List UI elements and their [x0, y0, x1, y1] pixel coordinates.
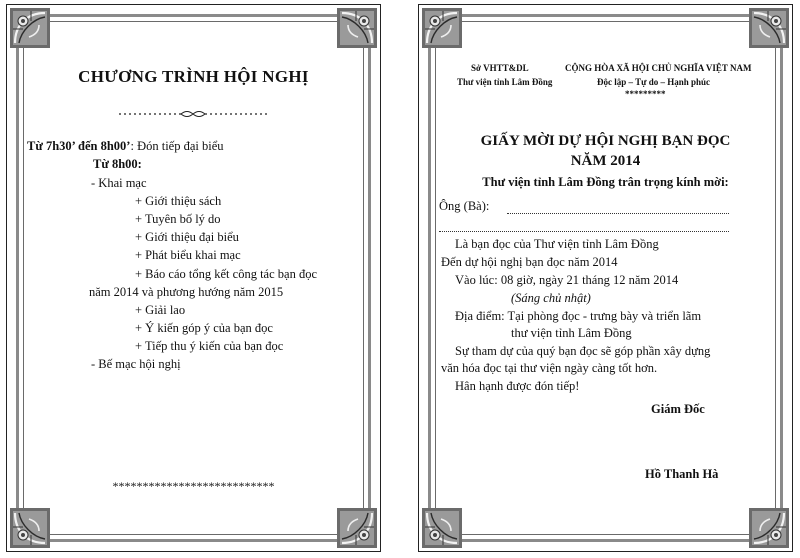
agency-line-1: Sở VHTT&DL — [471, 63, 529, 73]
addressee-line — [439, 231, 729, 232]
agenda-item: + Tuyên bố lý do — [135, 212, 221, 226]
signer-title: Giám Đốc — [651, 402, 705, 416]
agenda-item: - Bế mạc hội nghị — [91, 357, 181, 371]
agenda-item: - Khai mạc — [91, 176, 147, 190]
agenda-item: năm 2014 và phương hướng năm 2015 — [89, 285, 284, 299]
invitation-year: NĂM 2014 — [570, 153, 641, 169]
body-line: Đến dự hội nghị bạn đọc năm 2014 — [441, 255, 618, 269]
addressee-line — [507, 213, 729, 214]
corner-ornament-icon — [336, 7, 378, 49]
signer-name: Hồ Thanh Hà — [645, 467, 719, 481]
decorative-divider-icon — [119, 109, 267, 119]
body-line: Là bạn đọc của Thư viện tỉnh Lâm Đồng — [455, 237, 659, 251]
welcome-text: : Đón tiếp đại biểu — [130, 139, 224, 153]
corner-ornament-icon — [9, 7, 51, 49]
corner-ornament-icon — [9, 507, 51, 549]
program-footer-stars: *************************** — [112, 479, 275, 493]
from-time: Từ 8h00: — [93, 157, 142, 171]
agency-line-2: Thư viện tỉnh Lâm Đồng — [457, 77, 553, 87]
invitation-page — [418, 4, 793, 552]
nation-stars: ********* — [625, 89, 666, 99]
body-line: Hân hạnh được đón tiếp! — [455, 379, 580, 393]
body-line: thư viện tỉnh Lâm Đồng — [511, 326, 632, 340]
program-page — [6, 4, 381, 552]
body-line: (Sáng chủ nhật) — [511, 291, 591, 305]
body-line: văn hóa đọc tại thư viện ngày càng tốt hơn. — [441, 361, 658, 375]
program-title: CHƯƠNG TRÌNH HỘI NGHỊ — [78, 67, 309, 86]
corner-ornament-icon — [336, 507, 378, 549]
agenda-item: + Tiếp thu ý kiến của bạn đọc — [135, 339, 284, 353]
addressee-label: Ông (Bà): — [439, 199, 490, 213]
agenda-item: + Phát biểu khai mạc — [135, 248, 241, 262]
invitation-subtitle: Thư viện tỉnh Lâm Đồng trân trọng kính mời: — [482, 175, 729, 189]
body-line: Vào lúc: 08 giờ, ngày 21 tháng 12 năm 2014 — [455, 273, 679, 287]
body-line: Địa điểm: Tại phòng đọc - trưng bày và triển lãm — [455, 309, 702, 323]
corner-ornament-icon — [748, 507, 790, 549]
nation-line-1: CỘNG HÒA XÃ HỘI CHỦ NGHĨA VIỆT NAM — [565, 63, 752, 73]
nation-line-2: Độc lập – Tự do – Hạnh phúc — [597, 77, 711, 87]
agenda-item: + Giới thiệu đại biểu — [135, 230, 239, 244]
welcome-time: Từ 7h30’ đến 8h00’ — [27, 139, 131, 153]
corner-ornament-icon — [748, 7, 790, 49]
body-line: Sự tham dự của quý bạn đọc sẽ góp phần xây dựng — [455, 344, 711, 358]
agenda-item: + Giới thiệu sách — [135, 194, 222, 208]
welcome-line — [27, 139, 224, 154]
corner-ornament-icon — [421, 7, 463, 49]
agenda-item: + Báo cáo tổng kết công tác bạn đọc — [135, 267, 317, 281]
invitation-title: GIẤY MỜI DỰ HỘI NGHỊ BẠN ĐỌC — [480, 133, 731, 149]
agenda-item: + Giải lao — [135, 303, 186, 317]
corner-ornament-icon — [421, 507, 463, 549]
agenda-item: + Ý kiến góp ý của bạn đọc — [135, 321, 273, 335]
